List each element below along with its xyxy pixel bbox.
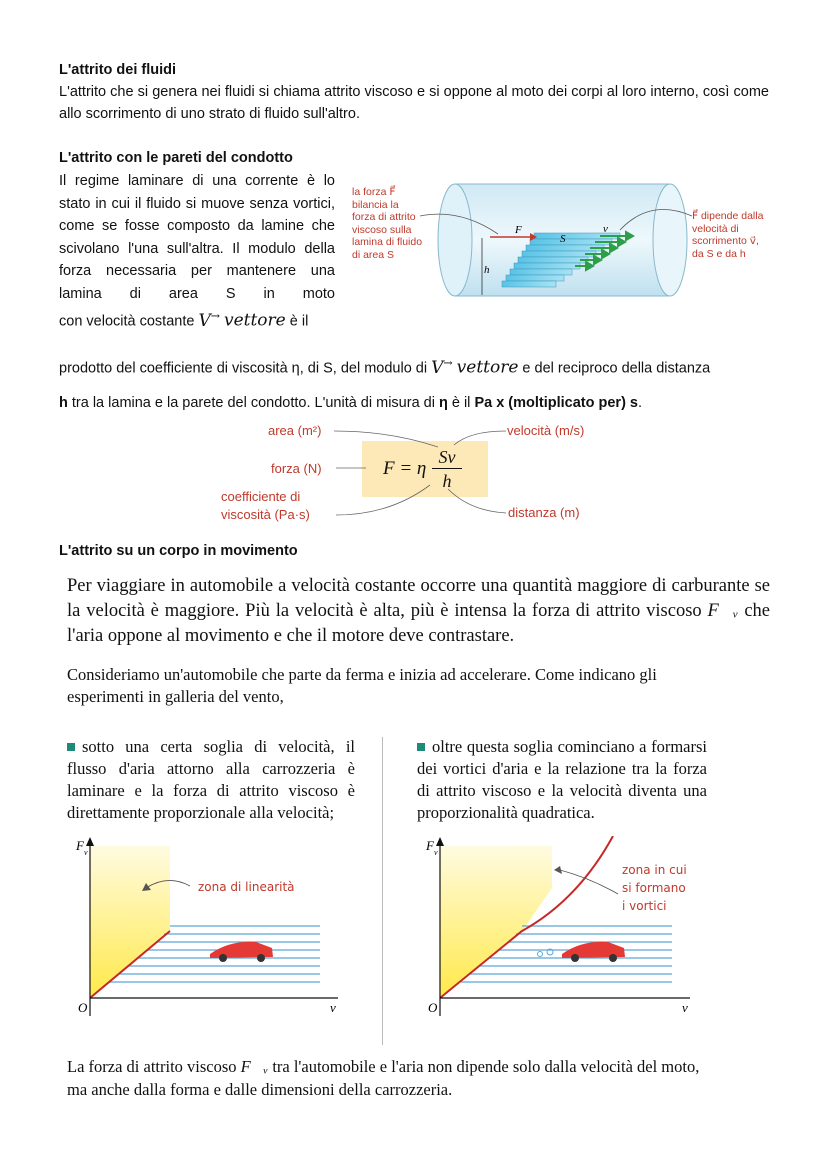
text: Per viaggiare in automobile a velocità costante occorre una quantità maggiore di carburante se la velocità è maggiore. Più la velocità è alta, più è intensa la forza di attrito viscoso	[67, 576, 770, 621]
label-velocita: velocità (m/s)	[507, 423, 585, 438]
note-line: scorrimento v⃗,	[692, 235, 759, 247]
paragraph-line	[59, 392, 642, 414]
section-title: L'attrito dei fluidi	[59, 62, 177, 78]
text: η	[438, 395, 448, 411]
y-axis-label: F	[76, 838, 84, 853]
note-line: lamina di fluido	[352, 236, 423, 248]
label-v: v	[603, 223, 608, 235]
paragraph	[67, 1055, 707, 1101]
vector-symbol: V→	[431, 356, 453, 378]
linear-zone-fill	[90, 846, 170, 998]
pipe-end	[653, 184, 687, 296]
label-forza: forza (N)	[271, 461, 322, 476]
vector-word: vettore	[223, 310, 286, 331]
paragraph-line	[59, 305, 308, 333]
text: .	[638, 395, 643, 411]
graph-vortices	[410, 836, 700, 1018]
note-line: forza di attrito	[352, 211, 416, 223]
zone-label-line: si formano	[622, 881, 686, 895]
text: con velocità costante	[59, 313, 199, 330]
bullet-icon	[417, 743, 425, 751]
bullet-icon	[67, 743, 75, 751]
zone-label-line: zona in cui	[622, 863, 687, 877]
paragraph: L'attrito che si genera nei fluidi si chiama attrito viscoso e si oppone al moto dei corpi al loro interno, così come allo scorrimento di uno strato di fluido sull'altro.	[59, 84, 769, 122]
column-left	[67, 736, 355, 824]
text: oltre questa soglia cominciano a formarsi dei vortici d'aria e la relazione tra la forza di attrito viscoso e la velocità diventa una proporzionalità quadratica.	[417, 737, 707, 822]
paragraph	[67, 574, 770, 649]
y-axis-subscript: v	[434, 848, 438, 857]
text: h	[59, 395, 68, 411]
x-axis-label: v	[682, 1000, 688, 1015]
paragraph-line	[59, 352, 771, 380]
formula-lhs: F = η	[383, 458, 427, 479]
wheel-icon	[571, 954, 579, 962]
formula-numerator: Sv	[432, 446, 462, 469]
leader-arrowhead	[554, 866, 562, 874]
text: Pa x (moltiplicato per) s	[474, 395, 639, 411]
vector-symbol: V→	[198, 309, 220, 331]
column-divider	[382, 737, 383, 1045]
text: tra la lamina e la parete del condotto. L'unità di misura di	[67, 395, 439, 411]
paragraph: Consideriamo un'automobile che parte da ferma e inizia ad accelerare. Come indicano gli esperimenti in galleria del vento,	[67, 665, 657, 706]
fv-symbol: F⃗ᵥ	[240, 1057, 269, 1076]
fv-symbol: F⃗ᵥ	[707, 601, 739, 621]
label-area: area (m²)	[268, 423, 322, 438]
text: è il	[447, 395, 475, 411]
text: è il	[285, 313, 309, 330]
column-right	[417, 736, 707, 824]
zone-label-line: i vortici	[622, 899, 667, 913]
origin-label: O	[428, 1000, 438, 1015]
y-axis-arrow	[436, 837, 444, 846]
formula-connectors	[330, 425, 510, 525]
wheel-icon	[609, 954, 617, 962]
label-coeff-2: viscosità (Pa·s)	[221, 507, 310, 522]
pipe-end	[438, 184, 472, 296]
y-axis-arrow	[86, 837, 94, 846]
paragraph: Il regime laminare di una corrente è lo stato in cui il fluido si muove senza vortici, come se fosse composto da lamine che scivolano l'una sull'altra. Il modulo della forza necessaria per mantenere una lamina di area S in moto	[59, 173, 335, 302]
note-line: bilancia la	[352, 198, 399, 211]
note-line: di area S	[352, 248, 395, 261]
formula-denominator: h	[442, 471, 452, 491]
pipe-figure	[420, 178, 700, 303]
text: e del reciproco della distanza	[518, 360, 711, 377]
x-axis-label: v	[330, 1000, 336, 1015]
label-coeff-1: coefficiente di	[221, 489, 301, 504]
note-line: viscoso sulla	[352, 223, 412, 236]
text: sotto una certa soglia di velocità, il flusso d'aria attorno alla carrozzeria è laminare e la forza di attrito viscoso è direttamente proporzionale alla velocità;	[67, 737, 355, 822]
wheel-icon	[219, 954, 227, 962]
y-axis-label: F	[426, 838, 434, 853]
zone-label: zona di linearità	[198, 880, 295, 894]
right-note	[692, 210, 772, 260]
origin-label: O	[78, 1000, 88, 1015]
text: La forza di attrito viscoso	[67, 1057, 237, 1076]
note-line: la forza F⃗	[352, 186, 396, 198]
graph-linearity	[60, 836, 345, 1018]
note-line: da S e da h	[692, 247, 746, 260]
text: tra l'automobile e l'aria non dipende solo dalla velocità del moto, ma anche dalla forma e dalle dimensioni della carrozzeria.	[67, 1057, 700, 1099]
label-distanza: distanza (m)	[508, 505, 580, 520]
wheel-icon	[257, 954, 265, 962]
section-title: L'attrito con le pareti del condotto	[59, 150, 293, 166]
note-line: F⃗ dipende dalla	[692, 210, 764, 222]
label-S: S	[560, 233, 566, 245]
vector-word: vettore	[456, 357, 519, 378]
v-symbol: V	[431, 357, 444, 378]
label-h: h	[484, 264, 490, 276]
note-line: velocità di	[692, 222, 739, 235]
section-title: L'attrito su un corpo in movimento	[59, 543, 298, 559]
text: prodotto del coefficiente di viscosità η, di S, del modulo di	[59, 360, 432, 377]
v-symbol: V	[198, 310, 211, 331]
text: che l'aria oppone al movimento e che il motore deve contrastare.	[67, 601, 770, 646]
y-axis-subscript: v	[84, 848, 88, 857]
label-F: F	[515, 224, 522, 236]
